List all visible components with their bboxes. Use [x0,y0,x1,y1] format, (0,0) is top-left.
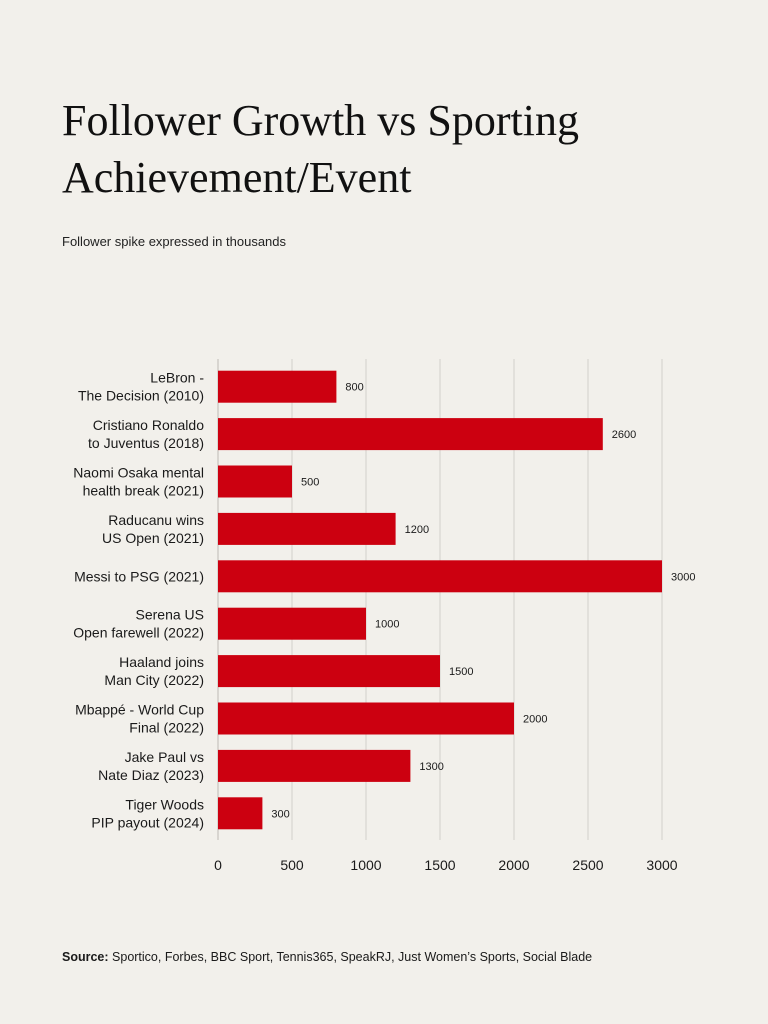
category-label-line: The Decision (2010) [77,387,204,404]
bar-8 [218,750,410,782]
category-label-1 [88,417,204,451]
category-label-line: Cristiano Ronaldo [92,417,204,434]
category-label-line: Tiger Woods [125,796,204,813]
bar-3 [218,513,396,545]
category-label-line: Jake Paul vs [124,748,204,765]
category-label-line: Man City (2022) [104,672,204,689]
x-tick-label-500: 500 [280,857,304,873]
category-label-line: to Juventus (2018) [88,435,204,452]
value-label-2: 500 [301,476,320,489]
category-label-line: US Open (2021) [102,529,204,546]
category-label-6 [104,654,204,688]
value-label-9: 300 [271,808,290,821]
category-label-line: Messi to PSG (2021) [74,568,204,585]
source-text: Sportico, Forbes, BBC Sport, Tennis365, SpeakRJ, Just Women’s Sports, Social Blade [112,950,593,964]
category-label-line: Mbappé - World Cup [75,701,204,718]
value-label-0: 800 [345,381,364,394]
bar-7 [218,703,514,735]
category-label-2 [73,465,204,499]
value-label-5: 1000 [375,618,400,631]
chart-subtitle: Follower spike expressed in thousands [62,234,287,249]
category-label-line: LeBron - [150,369,204,386]
category-label-0 [78,370,204,404]
source-label: Source: [62,950,109,964]
x-tick-label-0: 0 [214,857,222,873]
category-label-9 [91,796,204,830]
category-label-7 [75,702,204,736]
bar-chart [0,340,768,900]
value-label-3: 1200 [404,523,430,536]
bar-4 [218,560,662,592]
category-label-line: health break (2021) [82,482,204,499]
bar-1 [218,418,603,450]
x-tick-label-1500: 1500 [424,857,456,873]
x-tick-label-1000: 1000 [350,857,382,873]
category-label-8 [98,749,204,783]
category-label-line: PIP payout (2024) [91,814,204,831]
bar-2 [218,466,292,498]
bar-9 [218,797,262,829]
category-label-4 [74,568,204,584]
value-label-8: 1300 [419,760,444,773]
value-label-6: 1500 [449,666,474,679]
chart-title: Follower Growth vs Sporting Achievement/Event [62,96,579,202]
bar-6 [218,655,440,687]
value-label-4: 3000 [671,571,696,584]
source-note [62,950,592,964]
category-label-line: Open farewell (2022) [73,624,204,641]
category-label-5 [73,607,204,641]
category-label-line: Serena US [135,606,204,623]
value-label-7: 2000 [523,713,548,726]
category-label-line: Nate Diaz (2023) [98,766,204,783]
bar-5 [218,608,366,640]
category-label-line: Haaland joins [119,654,204,671]
category-label-line: Final (2022) [129,719,204,736]
value-label-1: 2600 [611,429,637,442]
x-tick-label-3000: 3000 [646,857,678,873]
x-tick-label-2500: 2500 [572,857,604,873]
category-label-line: Raducanu wins [108,511,204,528]
category-label-3 [102,512,204,546]
category-label-line: Naomi Osaka mental [73,464,204,481]
x-tick-label-2000: 2000 [498,857,530,873]
bar-0 [218,371,336,403]
